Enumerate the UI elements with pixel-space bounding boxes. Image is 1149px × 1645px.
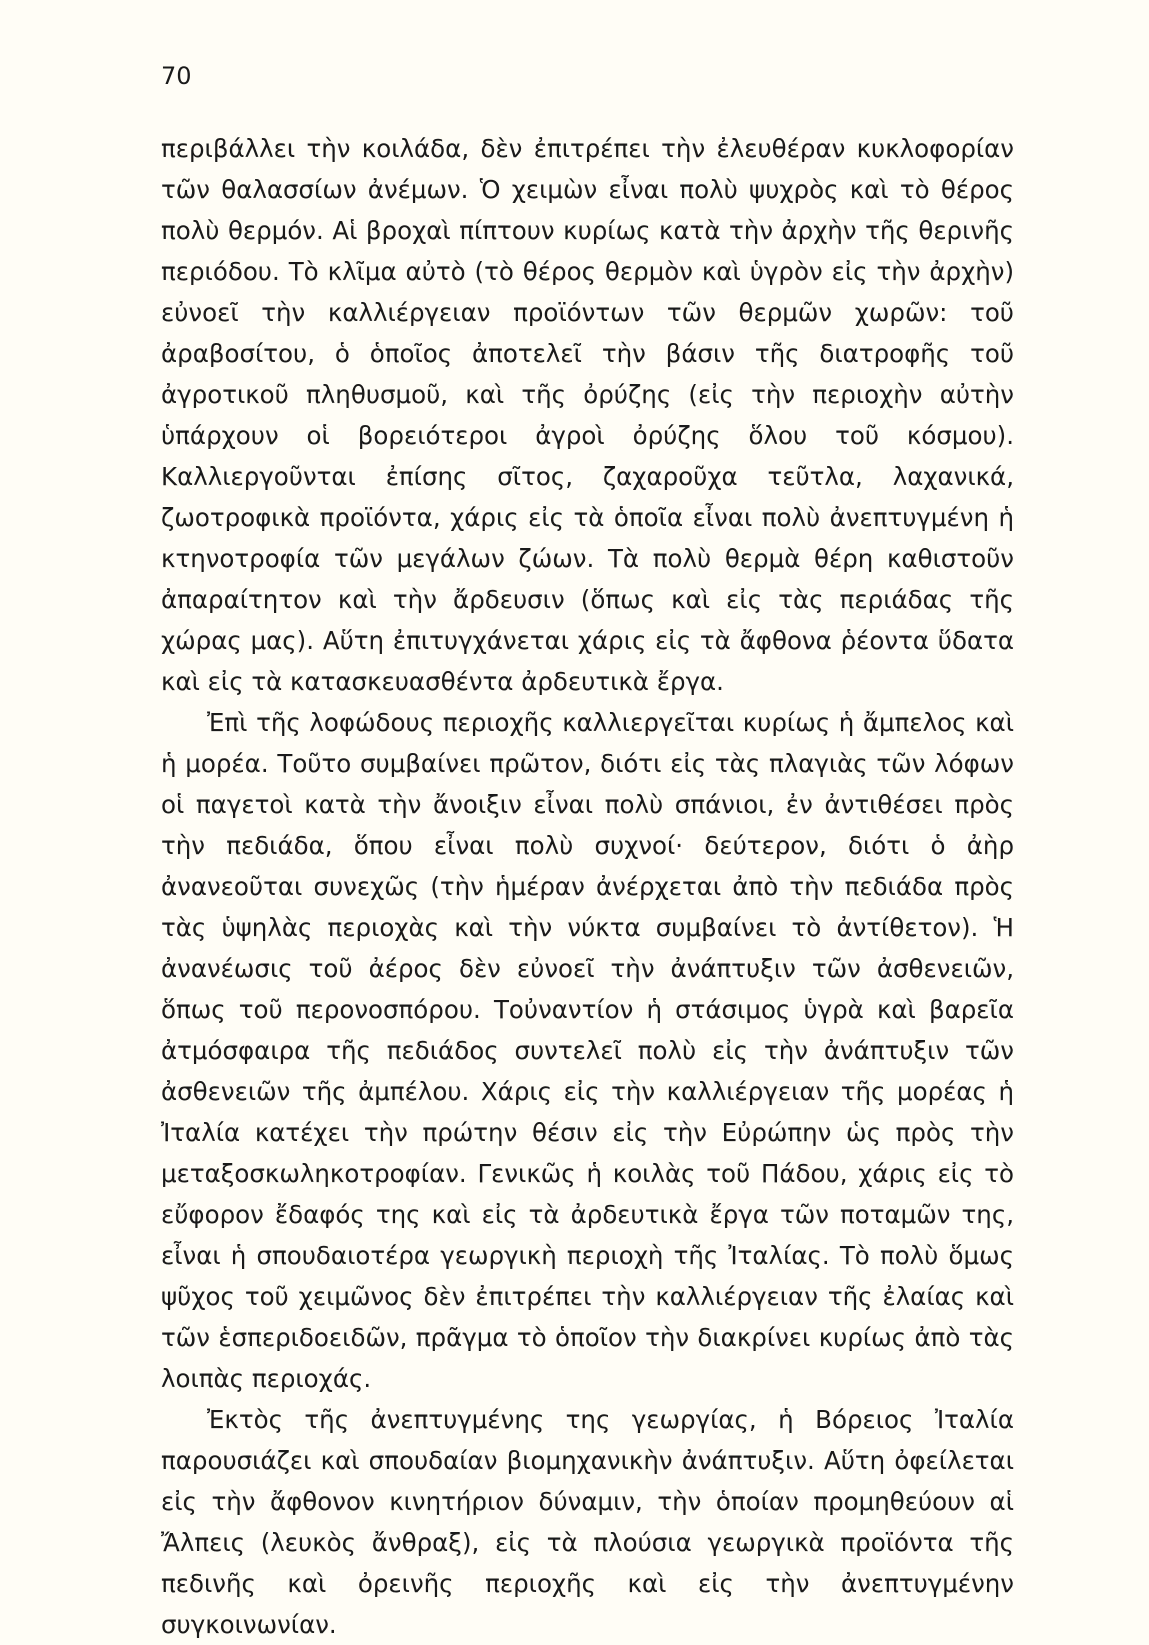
paragraph-2: Ἐπὶ τῆς λοφώδους περιοχῆς καλλιεργεῖται κυρίως ἡ ἄμπελος καὶ ἡ μορέα. Τοῦτο συμβαίνει πρῶτον, διότι εἰς τὰς πλαγιὰς τῶν λόφων οἱ παγετοὶ κατὰ τὴν ἄνοιξιν εἶναι πολὺ σπάνιοι, ἐν ἀντιθέσει πρὸς τὴν πεδιάδα, ὅπου εἶναι πολὺ συχνοί· δεύτερον, διότι ὁ ἀὴρ ἀνανεοῦται συνεχῶς (τὴν ἡμέραν ἀνέρχεται ἀπὸ τὴν πεδιάδα πρὸς τὰς ὑψηλὰς περιοχὰς καὶ τὴν νύκτα συμβαίνει τὸ ἀντίθετον). Ἡ ἀνανέωσις τοῦ ἀέρος δὲν εὐνοεῖ τὴν ἀνάπτυξιν τῶν ἀσθενειῶν, ὅπως τοῦ περονοσπόρου. Τοὐναντίον ἡ στάσιμος ὑγρὰ καὶ βαρεῖα ἀτμόσφαιρα τῆς πεδιάδος συντελεῖ πολὺ εἰς τὴν ἀνάπτυξιν τῶν ἀσθενειῶν τῆς ἀμπέλου. Χάρις εἰς τὴν καλλιέργειαν τῆς μορέας ἡ Ἰταλία κατέχει τὴν πρώτην θέσιν εἰς τὴν Εὐρώπην ὡς πρὸς τὴν μεταξοσκωληκοτροφίαν. Γενικῶς ἡ κοιλὰς τοῦ Πάδου, χάρις εἰς τὸ εὔφορον ἔδαφός της καὶ εἰς τὰ ἀρδευτικὰ ἔργα τῶν ποταμῶν της, εἶναι ἡ σπουδαιοτέρα γεωργικὴ περιοχὴ τῆς Ἰταλίας. Τὸ πολὺ ὅμως ψῦχος τοῦ χειμῶνος δὲν ἐπιτρέπει τὴν καλλιέργειαν τῆς ἐλαίας καὶ τῶν ἑσπεριδοειδῶν, πρᾶγμα τὸ ὁποῖον τὴν διακρίνει κυρίως ἀπὸ τὰς λοιπὰς περιοχάς. [161, 708, 1014, 1393]
paragraph-3: Ἐκτὸς τῆς ἀνεπτυγμένης της γεωργίας, ἡ Βόρειος Ἰταλία παρουσιάζει καὶ σπουδαίαν βιομηχανικὴν ἀνάπτυξιν. Αὕτη ὀφείλεται εἰς τὴν ἄφθονον κινητήριον δύναμιν, τὴν ὁποίαν προμηθεύουν αἱ Ἄλπεις (λευκὸς ἄνθραξ), εἰς τὰ πλούσια γεωργικὰ προϊόντα τῆς πεδινῆς καὶ ὀρεινῆς περιοχῆς καὶ εἰς τὴν ἀνεπτυγμένην συγκοινωνίαν. [161, 1405, 1014, 1639]
body-text [161, 128, 1014, 1645]
paragraph-1: περιβάλλει τὴν κοιλάδα, δὲν ἐπιτρέπει τὴν ἐλευθέραν κυκλοφορίαν τῶν θαλασσίων ἀνέμων. Ὁ χειμὼν εἶναι πολὺ ψυχρὸς καὶ τὸ θέρος πολὺ θερμόν. Αἱ βροχαὶ πίπτουν κυρίως κατὰ τὴν ἀρχὴν τῆς θερινῆς περιόδου. Τὸ κλῖμα αὐτὸ (τὸ θέρος θερμὸν καὶ ὑγρὸν εἰς τὴν ἀρχὴν) εὐνοεῖ τὴν καλλιέργειαν προϊόντων τῶν θερμῶν χωρῶν: τοῦ ἀραβοσίτου, ὁ ὁποῖος ἀποτελεῖ τὴν βάσιν τῆς διατροφῆς τοῦ ἀγροτικοῦ πληθυσμοῦ, καὶ τῆς ὀρύζης (εἰς τὴν περιοχὴν αὐτὴν ὑπάρχουν οἱ βορειότεροι ἀγροὶ ὀρύζης ὅλου τοῦ κόσμου). Καλλιεργοῦνται ἐπίσης σῖτος, ζαχαροῦχα τεῦτλα, λαχανικά, ζωοτροφικὰ προϊόντα, χάρις εἰς τὰ ὁποῖα εἶναι πολὺ ἀνεπτυγμένη ἡ κτηνοτροφία τῶν μεγάλων ζώων. Τὰ πολὺ θερμὰ θέρη καθιστοῦν ἀπαραίτητον καὶ τὴν ἄρδευσιν (ὅπως καὶ εἰς τὰς περιάδας τῆς χώρας μας). Αὕτη ἐπιτυγχάνεται χάρις εἰς τὰ ἄφθονα ῥέοντα ὕδατα καὶ εἰς τὰ κατασκευασθέντα ἀρδευτικὰ ἔργα. [161, 134, 1014, 696]
page-number: 70 [161, 62, 192, 90]
